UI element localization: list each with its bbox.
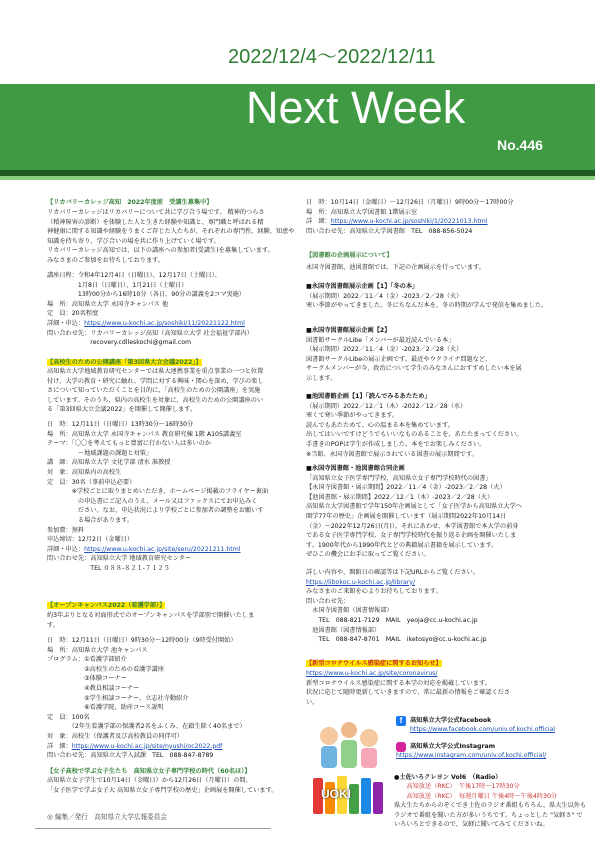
facebook-link-wrap: [410, 725, 555, 735]
open-campus-body: 約3年ぶりとなる対面形式でのオープンキャンパスを学部別で開催いたしま す。: [47, 612, 255, 629]
section-heading-library: 【図書館の企画展示について】: [306, 252, 393, 259]
section-heading-open-campus: 【オープンキャンパス2022（看護学部）】: [47, 602, 166, 609]
radio-title: ●土佐いろクレヨン Vol6 （Radio）: [394, 774, 502, 781]
hands-illustration-icon: [309, 714, 389, 772]
recovery-college-body: リカバリーカレッジはリカバリーについて共に学び合う場です。 精神的つらさ （精神障害の診断）を体験した人と生きた経験や知識と、専門職と呼ばれる精 神健康に関する知識や経験をうまくご存じた人たちが、それぞれの専門性、経験、知恵や 知識を持ち寄り、学び合いの場を共に作り上げていく場です。 リカバリーカレッジ高知では、以下の講座への参加者(受講生)を募集しています。 みなさまのご参加をお待ちしております。: [47, 209, 295, 264]
open-lecture-link[interactable]: https://www.u-kochi.ac.jp/site/seru/20221211.html: [84, 545, 241, 553]
facebook-icon: f: [396, 716, 406, 726]
footer-divider: [35, 828, 271, 829]
recovery-college-link[interactable]: https://www.u-kochi.ac.jp/soshiki/11/20221122.html: [84, 319, 245, 327]
exhibition-details: 日 時：10月14日（金曜日）～12月26日（月曜日）9時00分～17時00分 場 所：高知県立大学図書館 1階展示室 詳 細：https://www.u-kochi.ac.jp/soshiki/1/20221013.html 問い合わせ先：高知県立大学図書館 TEL 088-856-5024: [306, 199, 514, 235]
exhibition-body: 高知県立女子学生で10月14日（金曜日）から12月26日（月曜日）の間、 「女子医学で学ぶ女子大 高知県立女子専門学校の歴史」企画展を開催しています。: [47, 777, 278, 794]
radio-logo-text: UOKI: [321, 787, 351, 801]
covid-body: https://www.u-kochi.ac.jp/site/coronavirus/ 新型コロナウイルス感染症に関する本学の対応を掲載しています。 状況に応じて随時更新していきますので、常に最新の情報をご確認くださ い。: [306, 670, 511, 706]
covid-link[interactable]: https://www.u-kochi.ac.jp/site/coronavirus/: [306, 670, 438, 677]
radio-logo: [309, 772, 389, 818]
header-stripe-light: [0, 176, 595, 180]
instagram-link-wrap: [396, 751, 546, 761]
library-exhibit-4: ■永国寺図書館・池図書館合同企画 「高知県立女子医学専門学校、高知県立女子専門学校時代の図書」 【永国寺図書館・展示期間】2022／11／4（金）-2023／2／28（火） 【池図書館・展示期間】2022／12／1（木）-2023／2／28（火） 高知県立大学図書館で学年150年企画展として「女子医学から高知県立大学へ 開学77年の歴史」企画展を開催しています（展示期間2022年10月14日 （金）～2022年12月26日(月)）。それにあわせ、本学図書館で本大学の前身 である女子医学専門学校、女子専門学校時代を振り返る企画を開催いたしま す。1900年代から1990年代とどの典籍展示書籍を展示しています。 ぜひこの機会にお手に取ってご覧ください。: [306, 465, 522, 559]
sns-illustration: [309, 714, 389, 772]
section-heading-covid: 【新型コロナウイルス感染症に関するお知らせ】: [306, 660, 442, 667]
instagram-link[interactable]: https://www.instagram.com/univ.of.kochi.official/: [396, 752, 547, 759]
radio-body: 高知放送（RKC） 午後17時～17時30分 高知放送（RKC） 毎週月曜日 午後4時～午後4時30分 県大生たちからのぞくでき土佐のラジオ番組もちろん、県大生以外も ラジオで番組を聞いた方が多いうちです。ちょっとした "気軽さ" で いろいろとできるので、気軽に聞いてみてくださいね。: [394, 783, 587, 829]
issue-number: No.446: [497, 137, 543, 153]
section-heading-recovery-college: 【リカバリーカレッジ高知 2022年度前 受講生募集中】: [47, 199, 213, 206]
open-lecture-body: 高知県立大学地域教育研究センターでは県大連携事業を重点事業の一つと位置 付け、大学の教育・研究に触れ、学問に対する興味・関心を深め、学びの楽し さについて知っていただくことを目的に、「高校生のための公開講座」を実施 しています。そのうち、県内の高校生を対象に、高校生のための公開講座のい る「第3回県大立会議2022」を開催して開催します。: [47, 368, 264, 414]
library-link[interactable]: https://libokoc.u-kochi.ac.jp/library/: [306, 578, 416, 586]
footer-publisher: ◎ 編集／発行 高知県立大学広報委員会: [47, 813, 167, 821]
open-campus-details: 日 時：12月11日（日曜日）9時30分～12時00分（9時受付開始） 場 所：高知県立大学 池キャンパス プログラム：①看護学部紹介 ②高校生のための看護学講座 ③体験コーナー ④教員相談コーナー ⑤学生相談コーナー、立志社寺動紹介 ⑥看護学院、助産コース説明 定 員：100名 （2年生看護学部の保護者2名をふくみ、在籍生除く40名まで） 対 象：高校生（保護者及び高校教員の同伴可） 詳 細：https://www.u-kochi.ac.jp/site/nyushi/oc2022.pdf 問い合わせ先：高知県立大学入試課 TEL 088-847-8789: [47, 637, 246, 760]
open-campus-link[interactable]: https://www.u-kochi.ac.jp/site/nyushi/oc2022.pdf: [71, 742, 223, 750]
facebook-label: 高知県立大学公式facebook: [410, 717, 492, 724]
page-title: Next Week: [246, 82, 466, 133]
section-heading-open-lecture: 【高校生のための公開講座「第3回県大立会議2022」】: [47, 359, 202, 366]
section-heading-exhibition: 【女子高校で学ぶ女子生たち 高知県立女子専門学校の時代（60名ほ）】: [47, 768, 251, 775]
exhibition-link[interactable]: https://www.u-kochi.ac.jp/soshiki/1/20221013.html: [330, 218, 488, 226]
library-exhibit-2: ■永国寺図書館展示企画【2】 図書館サークルLibe「メンバーが最近読んでいる本」 （展示期間）2022／11／4（金）-2023／2／28（火） 図書館サークルLibeの展示企画です。最近やウクライナ問題など、 サークルメンバーが今、政治について学生のみなさんにおすすめしたい本を展 示します。: [306, 327, 522, 382]
library-exhibit-1: ■永国寺図書館展示企画【1】「冬の本」 （展示期間）2022／11／4（金）-2023／2／28（火） 寒い季節がやってきました。冬にちなんだ本を、冬の時期が学んで発信を集めました。: [306, 283, 548, 310]
open-lecture-details: 日 時：12月11日（日曜日）13時30分～16時30分 場 所：高知県立大学 永国寺キャンパス 教育研究棟 1階 A105講義室 テーマ：「〇〇を考えてもっと豊富に行かない人は多いのか ～地域課題の課題と対策」 講 師：高知県立大学 文化学部 清水 准教授 対 象：高知県内の高校生 定 員：30名（事前申込必要） ※学校ごとに取りまとめいただき、ホームページ掲載のフライヤー裏面 の申込書にご記入のうえ、メール又はファックスにてお申込みく ださい。なお、申込状況により学校ごとに参加者の調整をお願いす る場合があります。 参加費：無料 申込締切：12月2日（金曜日） 詳細・申込：https://www.u-kochi.ac.jp/site/seru/20221211.html 問い合わせ先：高知県立大学 地域教育研究センター TEL ０８８-８２１-７１２５: [47, 421, 269, 572]
instagram-label: 高知県立大学公式Instagram: [410, 743, 496, 750]
facebook-link[interactable]: https://www.facebook.com/univ.of.kochi.official: [410, 726, 556, 733]
recovery-college-details: 講座日程：令和4年12月4日（日曜日）、12月17日（土曜日）、 1月8日（日曜日）、1月21日（土曜日） 13時00分から16時10分（各日、90分の講義を2コマ実施） 場 所：高知県立大学 永国寺キャンパス 他 定 員：20名程度 詳細・申込：https://www.u-kochi.ac.jp/soshiki/11/20221122.html 問い合わせ先：リカバリーカレッジ高知（高知県立大学 社会福祉学部内） recovery.cdlleskochi@gmail.com: [47, 272, 253, 347]
library-intro: 永国寺図書館、池図書館では、下記の企画展示を行っています。: [306, 264, 485, 271]
library-contact: 詳しい内容や、開館日の確認等は下記URLからご覧ください。 https://libokoc.u-kochi.ac.jp/library/ みなさまのご来館を心よりお待ちしております。 問い合わせ先： 永国寺図書館（図書情報部） TEL 088-821-7129 MAIL yeoja@cc.u-kochi.ac.jp 池図書館（図書情報部） TEL 088-847-8701 MAIL iketosyo@cc.u-kochi.ac.jp: [306, 569, 487, 644]
library-exhibit-3: ■池図書館企画【1】「読んでみるあたため」 （展示期間）2022／12／1（木）-2022／12／28（水） 寒くて寒い季節がやってきます。 読んでもあたためて、心の温まる本を集めています。 出してはいいですけどうでもいいなものあることを、あたたまってください。 手書きのPOPは学生が作成しました。本をでお楽しみください。 ※当館、永国寺図書館で展示されている図書の展示期間です。: [306, 393, 523, 458]
date-range: 2022/12/4～2022/12/11: [228, 46, 436, 68]
